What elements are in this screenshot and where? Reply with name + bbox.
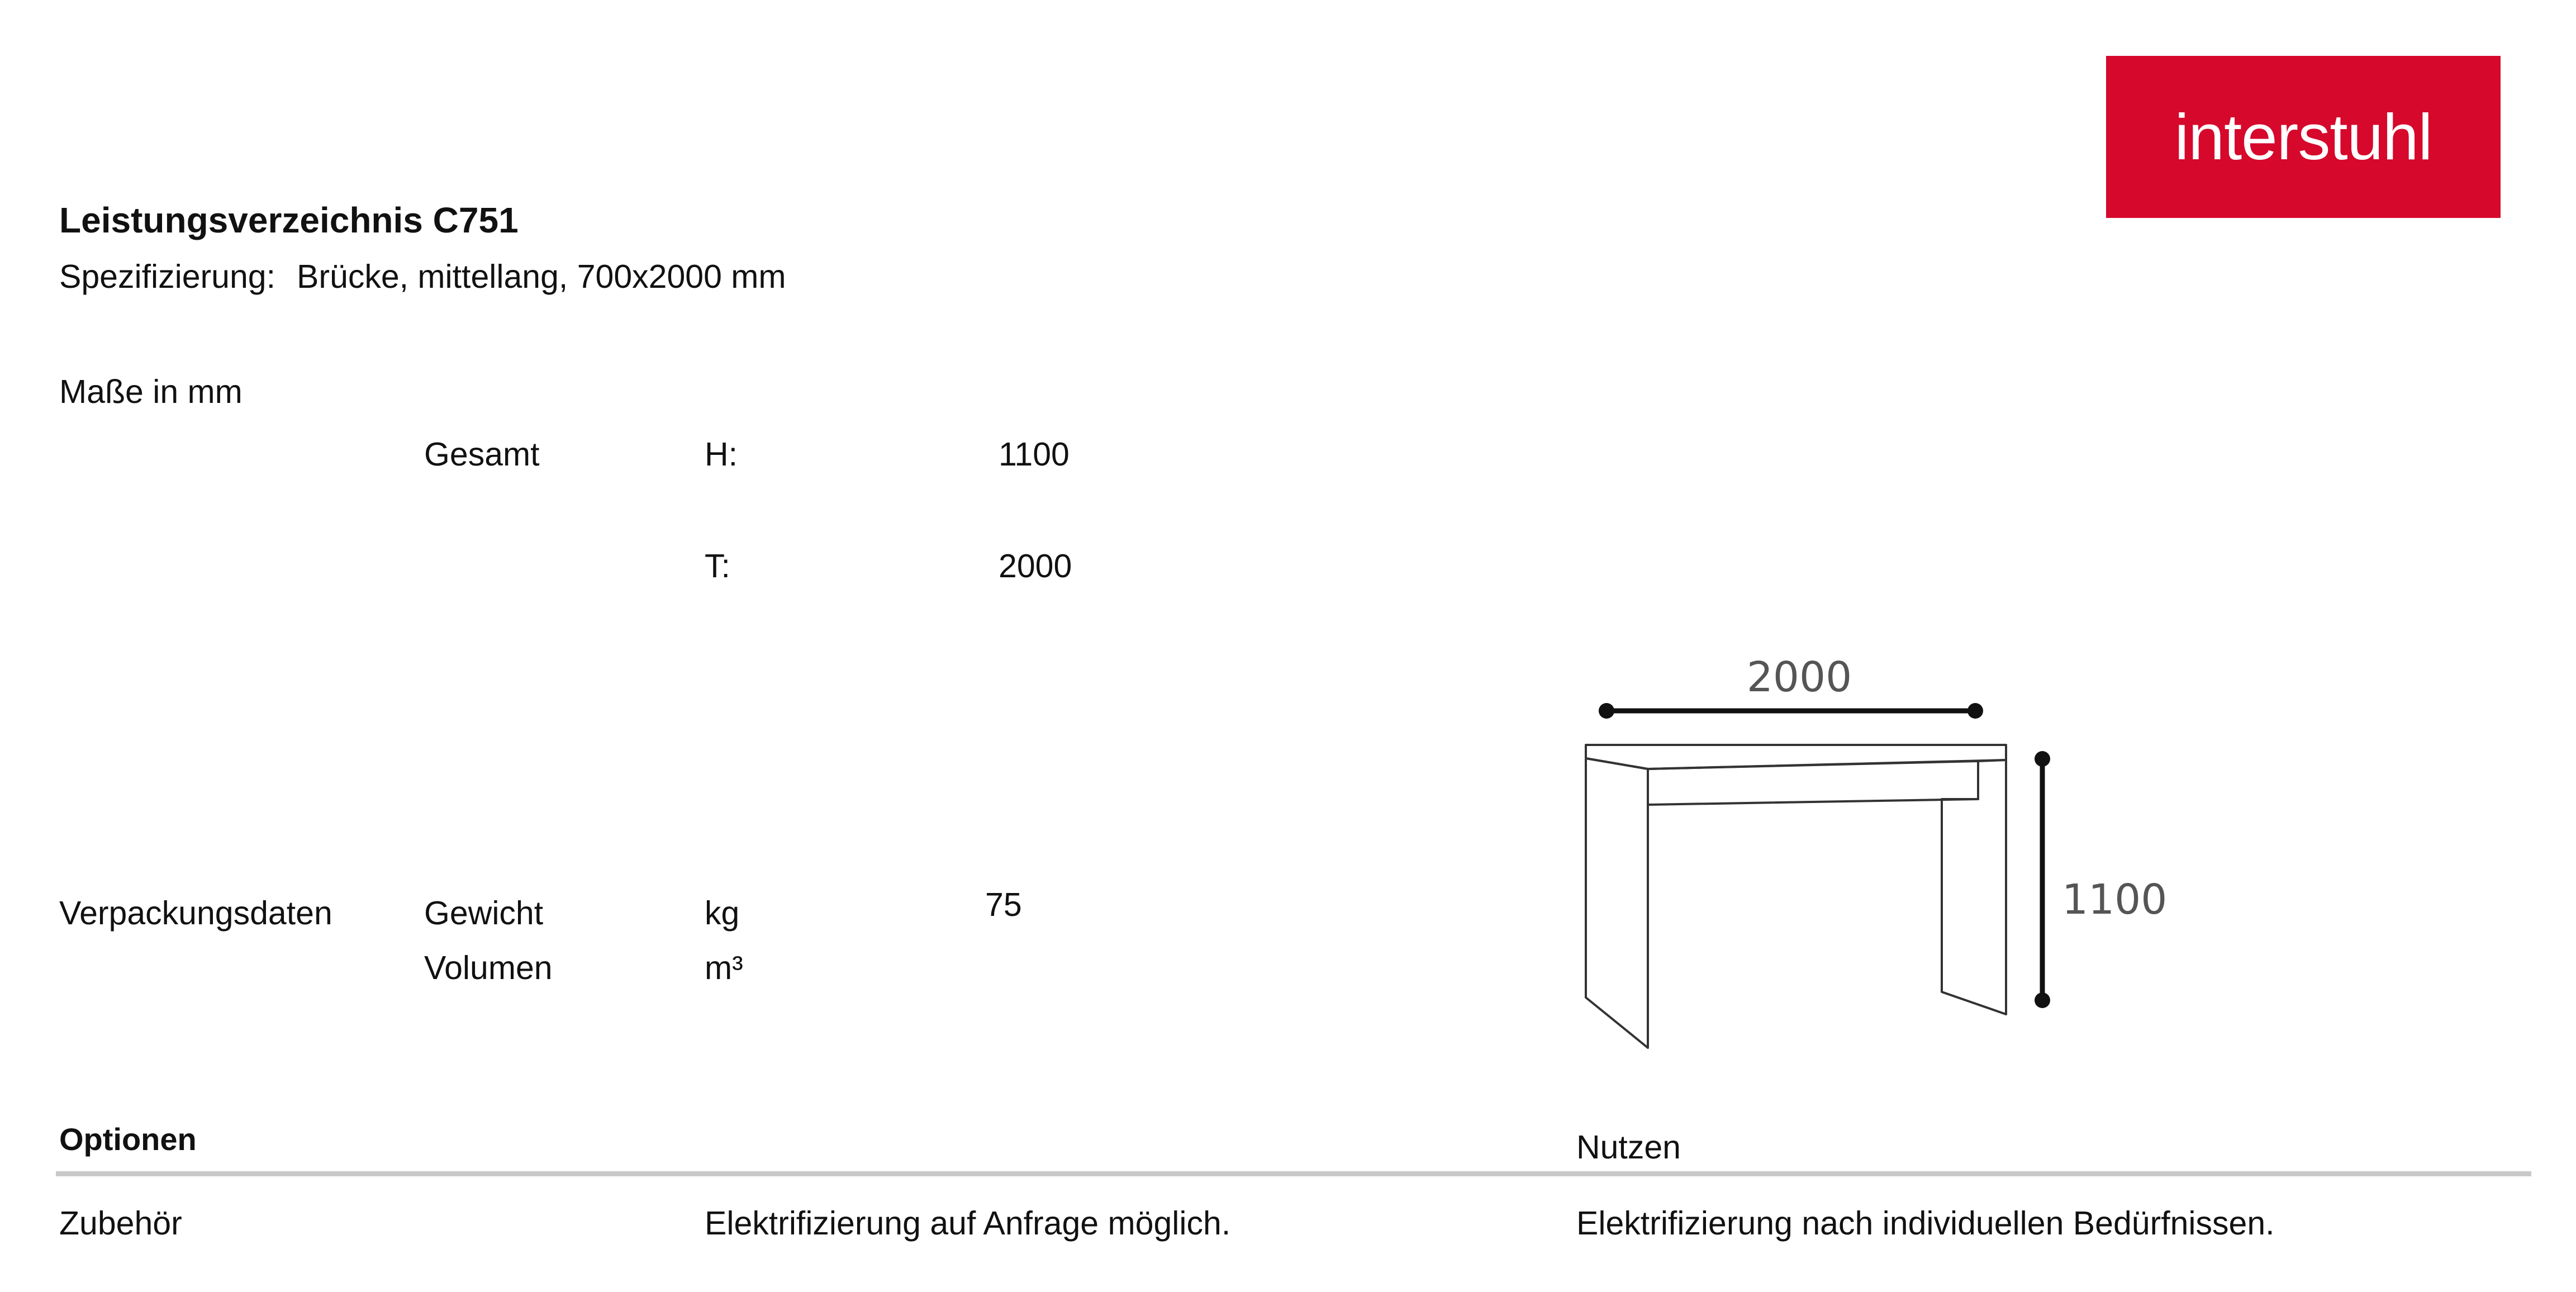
- width-dimension-endpoint-right: [1967, 703, 1983, 719]
- width-dimension-endpoint-left: [1599, 703, 1614, 719]
- dimension-height-value: 1100: [999, 436, 1070, 473]
- options-divider: [56, 1171, 2531, 1176]
- option-name: Zubehör: [59, 1205, 182, 1242]
- packaging-volume-label: Volumen: [424, 949, 553, 986]
- height-dimension-endpoint-top: [2035, 751, 2050, 767]
- packaging-weight-label: Gewicht: [424, 895, 544, 932]
- dimension-depth-label: T:: [705, 548, 730, 585]
- dimension-height-label: H:: [705, 436, 738, 473]
- interstuhl-logo: [2106, 56, 2501, 218]
- height-dimension-endpoint-bottom: [2035, 992, 2050, 1008]
- dimensions-group-label: Gesamt: [424, 436, 540, 473]
- options-heading: Optionen: [59, 1122, 197, 1157]
- dimension-depth-value: 2000: [999, 548, 1072, 585]
- packaging-section-label: Verpackungsdaten: [59, 895, 332, 932]
- page-title: Leistungsverzeichnis C751: [59, 200, 519, 240]
- packaging-weight-unit: kg: [705, 895, 740, 932]
- option-description: Elektrifizierung auf Anfrage möglich.: [705, 1205, 1231, 1242]
- benefit-heading: Nutzen: [1576, 1129, 1681, 1166]
- packaging-weight-value: 75: [985, 886, 1022, 923]
- specification-label: Spezifizierung:: [59, 258, 275, 295]
- desk-outline: [1586, 745, 2006, 1048]
- height-dimension-label: 1100: [2062, 876, 2168, 924]
- logo-text: interstuhl: [2174, 101, 2432, 173]
- packaging-volume-unit: m³: [705, 949, 743, 986]
- specification-value: Brücke, mittellang, 700x2000 mm: [297, 258, 786, 295]
- dimensions-section-label: Maße in mm: [59, 373, 243, 410]
- option-benefit: Elektrifizierung nach individuellen Bedürfnissen.: [1576, 1205, 2275, 1242]
- product-dimension-drawing: [1565, 631, 2179, 1067]
- width-dimension-label: 2000: [1746, 653, 1852, 701]
